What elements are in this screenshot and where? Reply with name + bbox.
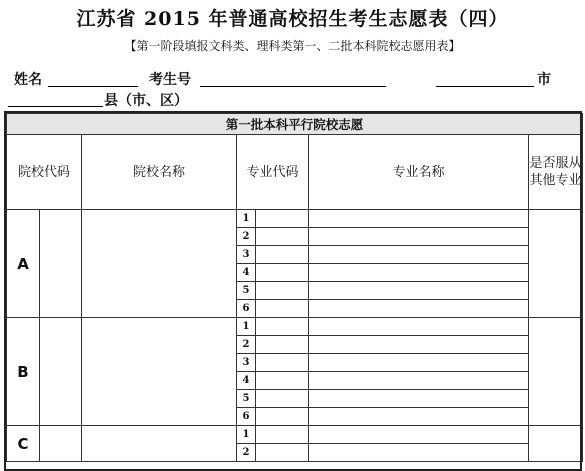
major-name-cell[interactable] [309,408,529,426]
major-name-cell[interactable] [309,246,529,264]
section-title: 第一批本科平行院校志愿 [7,114,583,135]
major-row-number: 1 [237,318,256,336]
header-major-code: 专业代码 [237,135,309,210]
major-code-cell[interactable] [256,444,309,462]
major-code-cell[interactable] [256,426,309,444]
header-major-name: 专业名称 [309,135,529,210]
table-body [7,210,583,462]
major-row-number: 3 [237,246,256,264]
major-row-number: 5 [237,282,256,300]
volunteer-table [6,113,583,462]
table-row [7,426,583,444]
header-obey-other: 是否服从其他专业 [529,135,583,210]
major-row-number: 4 [237,264,256,282]
county-label: 县（市、区） [104,93,188,109]
major-row-number: 6 [237,408,256,426]
major-name-cell[interactable] [309,228,529,246]
major-row-number: 3 [237,354,256,372]
obey-other-cell[interactable] [529,426,583,462]
major-row-number: 2 [237,444,256,462]
major-row-number: 2 [237,228,256,246]
school-code-cell[interactable] [40,426,82,462]
major-code-cell[interactable] [256,372,309,390]
major-row-number: 1 [237,210,256,228]
major-code-cell[interactable] [256,408,309,426]
school-code-cell[interactable] [40,210,82,318]
major-name-cell[interactable] [309,300,529,318]
obey-other-cell[interactable] [529,210,583,318]
school-code-cell[interactable] [40,318,82,426]
table-row [7,318,583,336]
major-name-cell[interactable] [309,210,529,228]
exam-no-label: 考生号 [149,72,191,88]
form-subtitle: 【第一阶段填报文科类、理科类第一、二批本科院校志愿用表】 [124,39,461,53]
major-name-cell[interactable] [309,372,529,390]
major-code-cell[interactable] [256,282,309,300]
major-row-number: 5 [237,390,256,408]
major-row-number: 1 [237,426,256,444]
major-name-cell[interactable] [309,318,529,336]
major-name-cell[interactable] [309,282,529,300]
city-field[interactable] [436,86,534,87]
group-label: C [7,426,40,462]
header-school-code: 院校代码 [7,135,82,210]
obey-other-cell[interactable] [529,318,583,426]
group-label: B [7,318,40,426]
header-school-name: 院校名称 [82,135,237,210]
exam-no-field[interactable] [200,86,386,87]
major-name-cell[interactable] [309,354,529,372]
major-code-cell[interactable] [256,228,309,246]
name-label: 姓名 [14,72,42,88]
major-code-cell[interactable] [256,300,309,318]
table-row [7,210,583,228]
major-name-cell[interactable] [309,336,529,354]
major-code-cell[interactable] [256,210,309,228]
name-field[interactable] [48,86,138,87]
major-row-number: 4 [237,372,256,390]
major-name-cell[interactable] [309,390,529,408]
major-code-cell[interactable] [256,264,309,282]
county-field[interactable] [8,106,103,107]
major-row-number: 6 [237,300,256,318]
major-row-number: 2 [237,336,256,354]
school-name-cell[interactable] [82,318,237,426]
major-code-cell[interactable] [256,336,309,354]
major-name-cell[interactable] [309,426,529,444]
group-label: A [7,210,40,318]
major-code-cell[interactable] [256,318,309,336]
city-label: 市 [537,72,551,88]
school-name-cell[interactable] [82,426,237,462]
major-code-cell[interactable] [256,354,309,372]
form-title: 江苏省 2015 年普通高校招生考生志愿表（四） [76,8,509,30]
major-name-cell[interactable] [309,444,529,462]
school-name-cell[interactable] [82,210,237,318]
major-name-cell[interactable] [309,264,529,282]
major-code-cell[interactable] [256,390,309,408]
major-code-cell[interactable] [256,246,309,264]
